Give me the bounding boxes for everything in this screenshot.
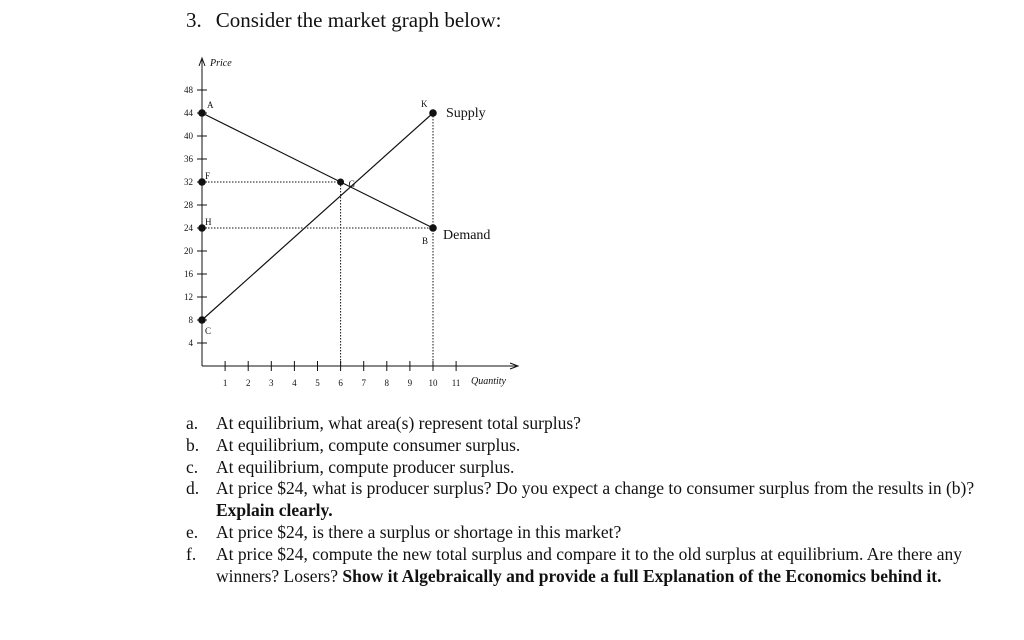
- point-b: [429, 224, 437, 232]
- question-text: [216, 457, 514, 479]
- y-tick-label: 40: [184, 131, 193, 141]
- y-tick-label: 12: [184, 292, 193, 302]
- question-text: [216, 413, 581, 435]
- point-label-f: F: [205, 171, 211, 181]
- demand-label: Demand: [443, 228, 491, 243]
- point-label-h: H: [205, 217, 212, 227]
- question-letter: e.: [186, 521, 199, 542]
- question-emphasis: Explain clearly.: [216, 500, 333, 521]
- question-number: 3.: [186, 8, 202, 32]
- point-label-k: K: [421, 99, 428, 109]
- question-text: [216, 544, 986, 588]
- x-tick-label: 8: [384, 378, 390, 388]
- x-tick-label: 7: [361, 378, 366, 388]
- question-text-part: At equilibrium, compute consumer surplus.: [216, 434, 521, 455]
- x-tick-label: 10: [428, 378, 438, 388]
- question-item: [186, 522, 986, 544]
- demand-curve: [202, 113, 433, 228]
- question-list: [186, 413, 986, 587]
- x-tick-label: 1: [222, 378, 228, 388]
- x-tick-label: 11: [451, 378, 461, 388]
- question-item: [186, 457, 986, 479]
- y-tick-label: 44: [184, 108, 193, 118]
- question-letter: d.: [186, 478, 200, 499]
- x-tick-label: 3: [269, 378, 274, 388]
- question-text: [216, 478, 986, 522]
- point-g: [337, 179, 344, 186]
- question-text-part: At equilibrium, what area(s) represent total surplus?: [216, 413, 581, 433]
- y-tick-label: 24: [184, 223, 193, 233]
- point-label-c: C: [205, 326, 212, 336]
- y-tick-label: 4: [188, 338, 193, 348]
- x-tick-label: 4: [292, 378, 297, 388]
- y-tick-label: 48: [184, 85, 193, 95]
- x-axis-title: Quantity: [471, 376, 506, 387]
- question-text-part: At price $24, compute the new total surplus and compare it to the old surplus at equilibrium. Are there any winners? Losers?: [216, 543, 962, 586]
- question-prompt: Consider the market graph below:: [215, 8, 502, 32]
- y-tick-label: 16: [184, 269, 193, 279]
- supply-label: Supply: [446, 106, 486, 121]
- point-a: [198, 109, 206, 117]
- y-tick-label: 32: [184, 177, 193, 187]
- point-k: [429, 109, 437, 117]
- x-tick-label: 6: [338, 378, 343, 388]
- question-text-part: At equilibrium, compute producer surplus.: [216, 456, 515, 477]
- question-item: [186, 413, 986, 435]
- point-label-a: A: [207, 100, 214, 110]
- y-axis-title: Price: [210, 58, 232, 69]
- question-letter: a.: [186, 413, 199, 433]
- y-tick-label: 8: [188, 315, 193, 325]
- question-letter: f.: [186, 543, 197, 564]
- question-letter: b.: [186, 434, 200, 455]
- y-tick-label: 20: [184, 246, 193, 256]
- question-item: [186, 478, 986, 522]
- question-item: [186, 544, 986, 588]
- question-text-part: At price $24, is there a surplus or shortage in this market?: [216, 521, 622, 542]
- question-text: [216, 522, 621, 544]
- question-letter: c.: [186, 456, 199, 477]
- question-item: [186, 435, 986, 457]
- point-label-g: G: [348, 179, 356, 189]
- point-label-b: B: [422, 236, 429, 246]
- question-emphasis: Show it Algebraically and provide a full Explanation of the Economics behind it.: [342, 565, 942, 586]
- x-tick-label: 9: [407, 378, 413, 388]
- question-text-part: At price $24, what is producer surplus? Do you expect a change to consumer surplus from the results in (b)?: [216, 478, 975, 499]
- point-c: [198, 316, 206, 324]
- x-tick-label: 2: [245, 378, 251, 388]
- supply-curve: [202, 113, 433, 320]
- question-text: [216, 435, 520, 457]
- y-tick-label: 28: [184, 200, 193, 210]
- y-tick-label: 36: [184, 154, 193, 164]
- x-tick-label: 5: [315, 378, 320, 388]
